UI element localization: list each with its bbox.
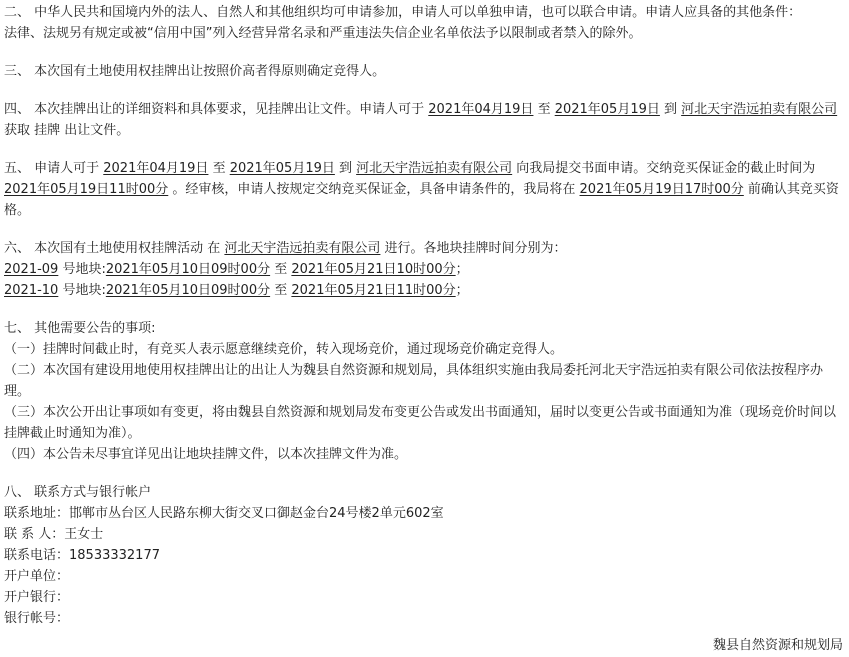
account-bank: 开户银行：	[4, 590, 70, 605]
section-8	[4, 482, 845, 629]
s5-text-4: 向我局提交书面申请。交纳竞买保证金的截止时间为	[512, 161, 816, 176]
s5-confirm-time: 2021年05月19日17时00分	[579, 182, 744, 197]
s4-text-1: 四、 本次挂牌出让的详细资料和具体要求，见挂牌出让文件。申请人可于	[4, 102, 429, 117]
section-4	[4, 99, 845, 141]
s5-text-5: 。经审核，申请人按规定交纳竞买保证金，具备申请条件的，我局将在	[168, 182, 580, 197]
section-6	[4, 238, 845, 301]
account-unit: 开户单位：	[4, 569, 70, 584]
plot-row	[4, 259, 845, 280]
s5-text-1: 五、 申请人可于	[4, 161, 104, 176]
s4-text-3: 到	[659, 102, 682, 117]
s5-text-3: 到	[334, 161, 357, 176]
plot-start-time: 2021年05月10日09时00分	[105, 283, 271, 298]
s4-organization: 河北天宇浩远拍卖有限公司	[681, 102, 838, 117]
plot-code: 2021-10	[4, 283, 59, 298]
plot-end-time: 2021年05月21日11时00分	[291, 283, 456, 298]
s4-end-date: 2021年05月19日	[554, 102, 660, 117]
plot-label: 号地块:	[58, 283, 106, 298]
section-5-text	[4, 158, 845, 221]
section-2-line-1: 二、 中华人民共和国境内外的法人、自然人和其他组织均可申请参加，申请人可以单独申请，也可以联合申请。申请人应具备的其他条件：	[4, 5, 802, 20]
s4-text-4: 获取 挂牌 出让文件。	[4, 123, 130, 138]
plot-tail: ；	[455, 262, 469, 277]
section-6-text	[4, 238, 845, 259]
section-3-text: 三、 本次国有土地使用权挂牌出让按照价高者得原则确定竞得人。	[4, 64, 386, 79]
section-7-item-1: （一）挂牌时间截止时，有竞买人表示愿意继续竞价，转入现场竞价，通过现场竞价确定竞得人。	[4, 342, 564, 357]
contact-phone: 联系电话：18533332177	[4, 548, 160, 563]
s5-start-date: 2021年04月19日	[103, 161, 209, 176]
s6-text-2: 进行。各地块挂牌时间分别为：	[380, 241, 567, 256]
issuer-signature: 魏县自然资源和规划局	[712, 638, 843, 653]
section-2-line-2: 法律、法规另有规定或被“信用中国”列入经营异常名录和严重违法失信企业名单依法予以限制或者禁入的除外。	[4, 26, 642, 41]
s5-text-6: 前确认其竞买资格。	[4, 182, 839, 218]
plot-label: 号地块:	[58, 262, 106, 277]
s4-start-date: 2021年04月19日	[428, 102, 534, 117]
s5-deposit-deadline: 2021年05月19日11时00分	[4, 182, 169, 197]
section-5	[4, 158, 845, 221]
plot-row	[4, 280, 845, 301]
s6-organization: 河北天宇浩远拍卖有限公司	[224, 241, 381, 256]
s5-text-2: 至	[208, 161, 230, 176]
section-7	[4, 318, 845, 465]
s6-text-1: 六、 本次国有土地使用权挂牌活动 在	[4, 241, 225, 256]
contact-address: 联系地址：邯郸市丛台区人民路东柳大街交叉口御赵金台24号楼2单元602室	[4, 506, 444, 521]
section-2	[4, 2, 845, 44]
plot-separator: 至	[270, 262, 292, 277]
plot-tail: ；	[455, 283, 469, 298]
section-3	[4, 61, 845, 82]
section-7-title: 七、 其他需要公告的事项:	[4, 321, 156, 336]
s5-end-date: 2021年05月19日	[229, 161, 335, 176]
section-4-text	[4, 99, 845, 141]
plot-end-time: 2021年05月21日10时00分	[291, 262, 456, 277]
plot-code: 2021-09	[4, 262, 59, 277]
section-7-item-4: （四）本公告未尽事宜详见出让地块挂牌文件，以本次挂牌文件为准。	[4, 447, 408, 462]
plot-separator: 至	[270, 283, 292, 298]
section-7-item-3: （三）本次公开出让事项如有变更，将由魏县自然资源和规划局发布变更公告或发出书面通知，届时以变更公告或书面通知为准（现场竞价时间以挂牌截止时通知为准）。	[4, 405, 837, 441]
section-7-item-2: （二）本次国有建设用地使用权挂牌出让的出让人为魏县自然资源和规划局，具体组织实施由我局委托河北天宇浩远拍卖有限公司依法按程序办理。	[4, 363, 824, 399]
account-number: 银行帐号：	[4, 611, 70, 626]
s4-text-2: 至	[533, 102, 555, 117]
s5-organization: 河北天宇浩远拍卖有限公司	[356, 161, 513, 176]
plot-start-time: 2021年05月10日09时00分	[105, 262, 271, 277]
contact-person: 联 系 人：王女士	[4, 527, 104, 542]
section-8-title: 八、 联系方式与银行帐户	[4, 485, 152, 500]
